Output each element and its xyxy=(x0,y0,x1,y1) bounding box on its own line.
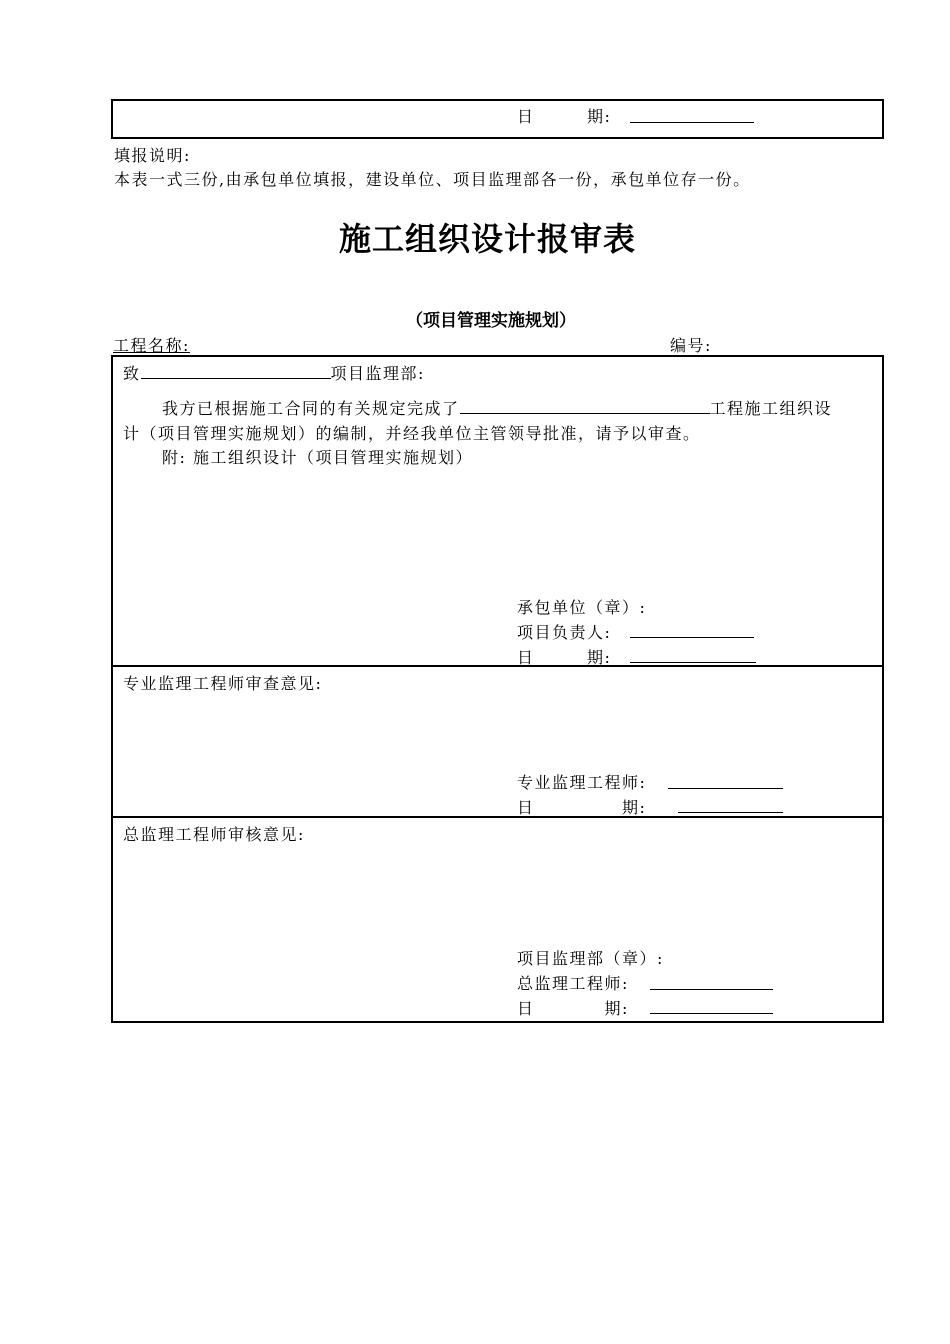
addressee-line xyxy=(123,361,425,384)
project-manager-label: 项目负责人: xyxy=(517,623,612,642)
project-manager-line[interactable] xyxy=(630,637,754,638)
supervision-stamp-label: 项目监理部（章）: xyxy=(517,949,664,968)
top-date-line[interactable] xyxy=(630,122,754,123)
specialist-engineer-line[interactable] xyxy=(668,788,783,789)
specialist-opinion-label: 专业监理工程师审查意见: xyxy=(123,674,323,693)
addressee-prefix: 致 xyxy=(123,364,141,383)
instructions-text: 本表一式三份,由承包单位填报，建设单位、项目监理部各一份，承包单位存一份。 xyxy=(114,170,751,189)
specialist-date-line[interactable] xyxy=(678,812,783,813)
body-line-2: 计（项目管理实施规划）的编制，并经我单位主管领导批准，请予以审查。 xyxy=(123,424,701,443)
row-divider-1 xyxy=(112,665,883,667)
contractor-date-line[interactable] xyxy=(630,662,756,663)
chief-engineer-line[interactable] xyxy=(650,989,773,990)
chief-date-label: 日 期: xyxy=(517,999,629,1018)
form-subtitle: （项目管理实施规划） xyxy=(406,311,576,331)
body-line-1 xyxy=(162,396,832,419)
chief-date-line[interactable] xyxy=(650,1013,773,1014)
attachment-line: 附: 施工组织设计（项目管理实施规划） xyxy=(162,448,473,467)
row-divider-2 xyxy=(112,816,883,818)
specialist-date-label: 日 期: xyxy=(517,798,647,817)
project-name-label-text: 工程名称: xyxy=(113,336,190,355)
instructions-heading: 填报说明: xyxy=(114,146,191,165)
top-date-label: 日 期: xyxy=(517,107,612,126)
project-name-label xyxy=(113,333,190,356)
body-line-1-start: 我方已根据施工合同的有关规定完成了 xyxy=(162,399,460,418)
addressee-suffix: 项目监理部: xyxy=(330,364,425,383)
addressee-blank[interactable] xyxy=(141,362,331,379)
contractor-date-label: 日 期: xyxy=(517,648,612,667)
number-label: 编号: xyxy=(670,336,712,355)
specialist-engineer-label: 专业监理工程师: xyxy=(517,773,647,792)
body-line-1-end: 工程施工组织设 xyxy=(709,399,833,418)
chief-opinion-label: 总监理工程师审核意见: xyxy=(123,825,305,844)
project-blank[interactable] xyxy=(460,397,710,414)
form-title: 施工组织设计报审表 xyxy=(339,220,637,258)
chief-engineer-label: 总监理工程师: xyxy=(517,974,629,993)
top-box xyxy=(111,99,884,139)
contractor-stamp-label: 承包单位（章）: xyxy=(517,598,647,617)
